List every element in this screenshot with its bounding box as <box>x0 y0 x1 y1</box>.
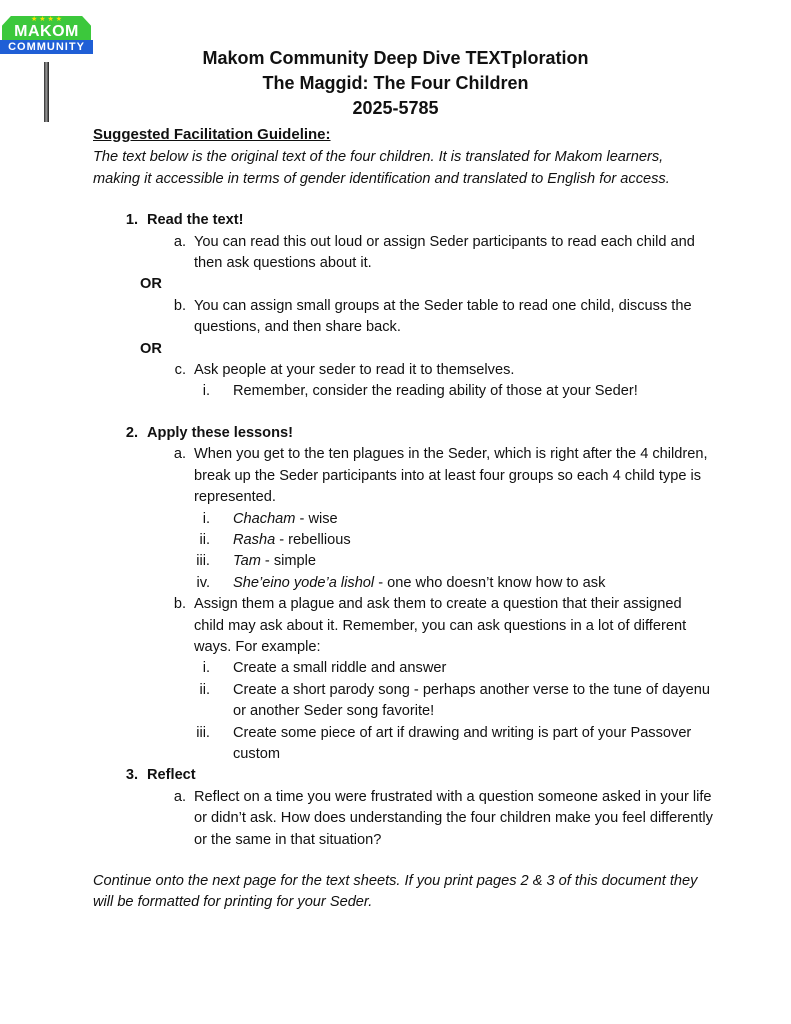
sub-item-text: Assign them a plague and ask them to create a question that their assigned child may ask about it. Remember, you can ask questions in a lot of different ways. For example: <box>194 596 687 655</box>
term-meaning: - rebellious <box>275 531 351 548</box>
step-title: Read the text! <box>147 212 244 229</box>
sub-item-text: Ask people at your seder to read it to themselves. <box>194 362 515 379</box>
sub-sub-item-text: Create a short parody song - perhaps another verse to the tune of dayenu or another Seder song favorite! <box>233 681 711 720</box>
step-title: Apply these lessons! <box>147 424 293 441</box>
sub-sub-item-numeral: i. <box>202 510 210 527</box>
sub-sub-item-text <box>210 573 713 594</box>
hebrew-term: Chacham <box>233 510 296 527</box>
step-number: 1. <box>125 212 138 229</box>
sub-item-letter: b. <box>173 596 186 613</box>
child-type-item <box>93 509 713 530</box>
sub-item-text: Reflect on a time you were frustrated with a question someone asked in your life or didn’t ask. How does understanding the four children make you feel differently or the same in that situation? <box>194 788 713 848</box>
sub-item-text: You can read this out loud or assign Seder participants to read each child and then ask questions about it. <box>194 233 695 272</box>
title-line-3: 2025-5785 <box>352 98 439 118</box>
step-number: 2. <box>125 424 138 441</box>
sub-sub-item-numeral: iii. <box>196 724 210 741</box>
guideline-intro: The text below is the original text of the four children. It is translated for Makom learners, making it accessible in terms of gender identification and translated to English for access. <box>93 149 670 187</box>
step-read-the-text <box>93 210 713 403</box>
guideline-heading: Suggested Facilitation Guideline: <box>93 126 331 143</box>
hebrew-term: She’eino yode’a lishol <box>233 574 375 591</box>
sub-sub-item-numeral: i. <box>202 660 210 677</box>
logo-stars: ★ ★ ★ ★ <box>31 16 62 23</box>
sub-sub-item-numeral: iii. <box>196 553 210 570</box>
child-type-item <box>93 573 713 594</box>
or-separator: OR <box>140 276 162 293</box>
document-body <box>93 124 713 928</box>
title-line-2: The Maggid: The Four Children <box>262 73 529 93</box>
hebrew-term: Tam <box>233 553 261 570</box>
logo-word-community: COMMUNITY <box>0 40 93 54</box>
logo-word-makom: MAKOM <box>14 23 79 40</box>
sub-item-text: You can assign small groups at the Seder table to read one child, discuss the questions, and then share back. <box>194 297 692 336</box>
step-number: 3. <box>125 767 138 784</box>
sub-sub-item-numeral: ii. <box>199 531 210 548</box>
sub-sub-item-text: Remember, consider the reading ability of those at your Seder! <box>233 383 638 400</box>
sub-sub-item-text <box>210 530 713 551</box>
hebrew-term: Rasha <box>233 531 276 548</box>
sub-item-letter: b. <box>173 297 186 314</box>
step-apply-lessons <box>93 423 713 766</box>
step-reflect <box>93 765 713 851</box>
sub-item-letter: a. <box>173 446 186 463</box>
closing-note: Continue onto the next page for the text sheets. If you print pages 2 & 3 of this document they will be formatted for printing for your Seder. <box>93 873 698 911</box>
sub-sub-item-numeral: i. <box>202 383 210 400</box>
sub-item-text: When you get to the ten plagues in the Seder, which is right after the 4 children, break up the Seder participants into at least four groups so each 4 child type is represented. <box>194 446 708 506</box>
sub-item-letter: a. <box>173 233 186 250</box>
sub-sub-item-text <box>210 509 713 530</box>
title-line-1: Makom Community Deep Dive TEXTploration <box>202 48 589 68</box>
term-meaning: - simple <box>260 553 316 570</box>
sub-sub-item-text <box>210 551 713 572</box>
step-title: Reflect <box>147 767 196 784</box>
sub-sub-item-text: Create a small riddle and answer <box>233 660 447 677</box>
sub-sub-item-numeral: iv. <box>196 574 210 591</box>
child-type-item <box>93 530 713 551</box>
sub-sub-item-numeral: ii. <box>199 681 210 698</box>
term-meaning: - one who doesn’t know how to ask <box>374 574 606 591</box>
or-separator: OR <box>140 340 162 357</box>
child-type-item <box>93 551 713 572</box>
sub-item-letter: a. <box>173 788 186 805</box>
sub-sub-item-text: Create some piece of art if drawing and writing is part of your Passover custom <box>233 724 692 762</box>
term-meaning: - wise <box>295 510 338 527</box>
document-title <box>0 46 791 121</box>
sub-item-letter: c. <box>174 362 186 379</box>
